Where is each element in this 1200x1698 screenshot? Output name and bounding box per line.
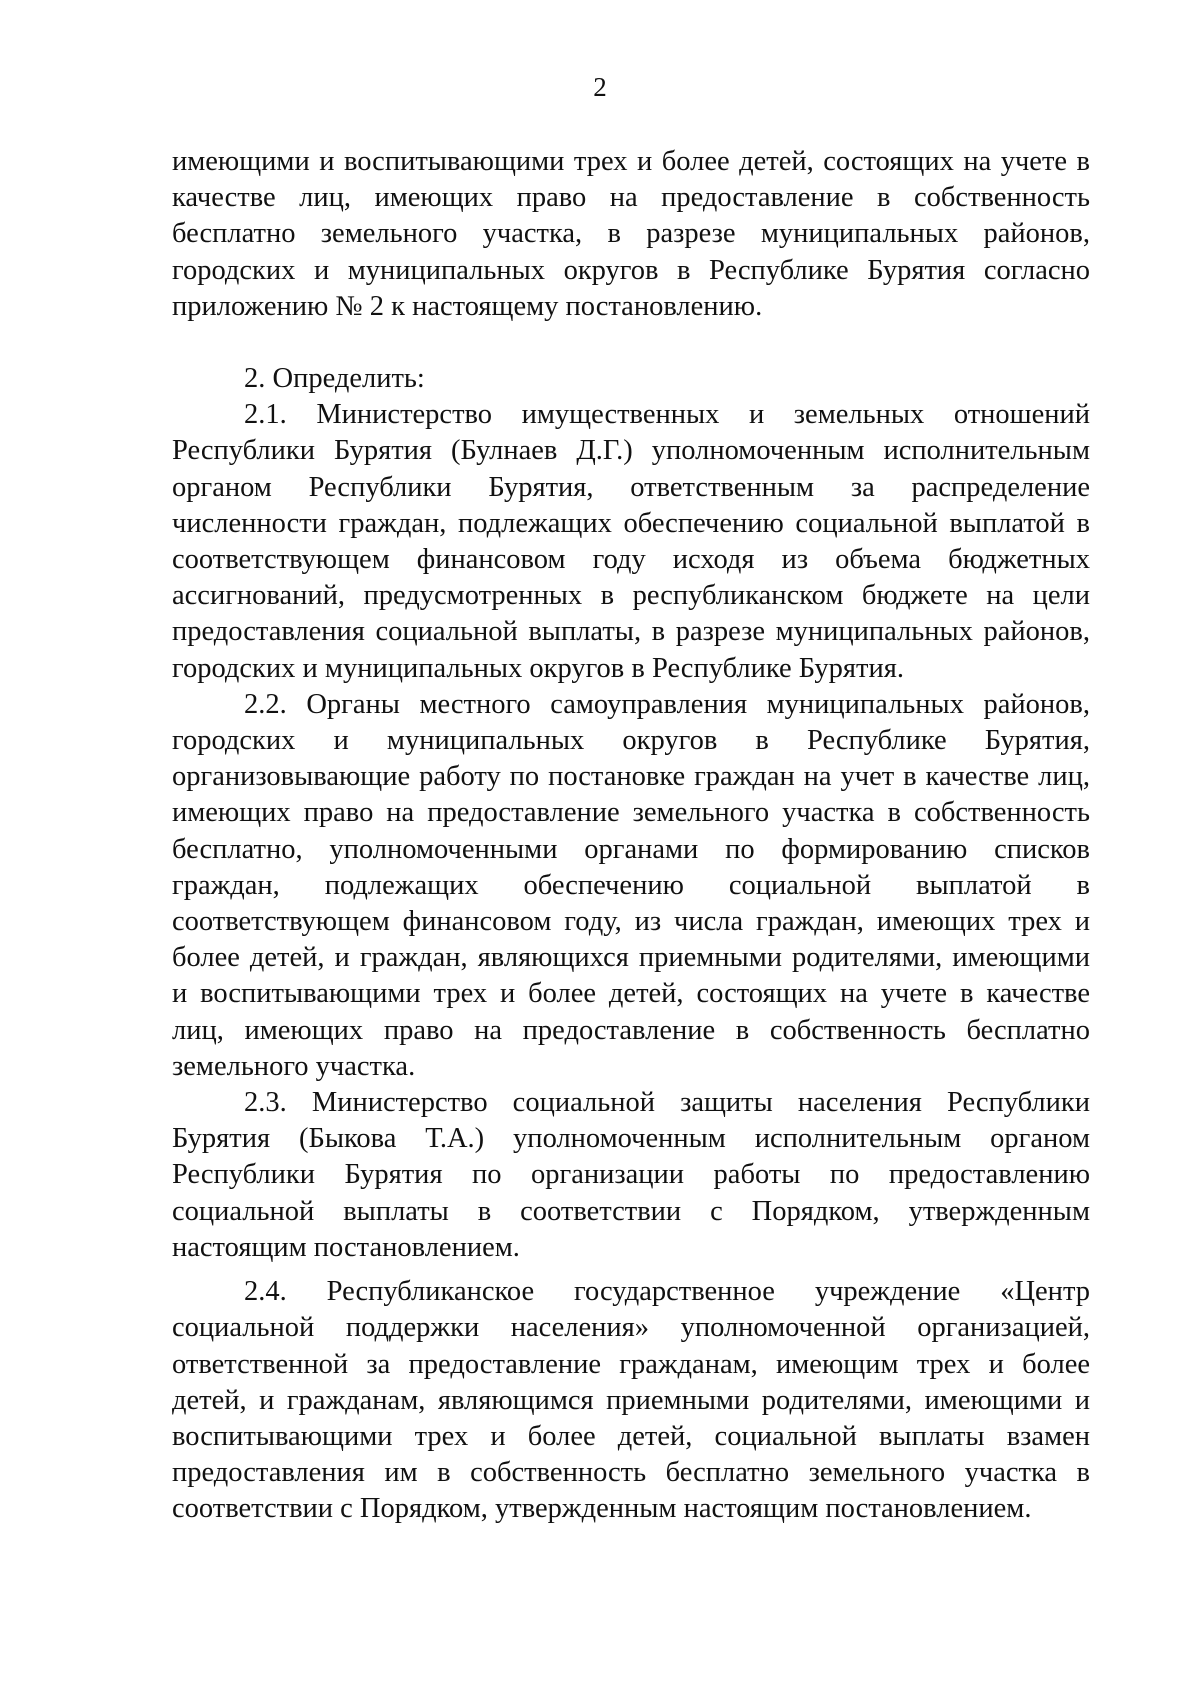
paragraph-2-2: 2.2. Органы местного самоуправления муниципальных районов, городских и муниципальных округов в Республике Бурятия, организовывающие работу по постановке граждан на учет в качестве лиц, имеющих право на предоставление земельного участка в собственность бесплатно, уполномоченными органами по формированию списков граждан, подлежащих обеспечению социальной выплатой в соответствующем финансовом году, из числа граждан, имеющих трех и более детей, и граждан, являющихся приемными родителями, имеющими и воспитывающими трех и более детей, состоящих на учете в качестве лиц, имеющих право на предоставление в собственность бесплатно земельного участка.	[172, 688, 1090, 1082]
paragraph-2-1: 2.1. Министерство имущественных и земельных отношений Республики Бурятия (Булнаев Д.Г.) уполномоченным исполнительным органом Республики Бурятия, ответственным за распределение численности граждан, подлежащих обеспечению социальной выплатой в соответствующем финансовом году исходя из объема бюджетных ассигнований, предусмотренных в республиканском бюджете на цели предоставления социальной выплаты, в разрезе муниципальных районов, городских и муниципальных округов в Республике Бурятия.	[172, 399, 1090, 684]
paragraph-2: 2. Определить:	[244, 363, 425, 395]
paragraph-2-4: 2.4. Республиканское государственное учреждение «Центр социальной поддержки населения» уполномоченной организацией, ответственной за предоставление гражданам, имеющим трех и более детей, и гражданам, являющимся приемными родителями, имеющими и воспитывающими трех и более детей, социальной выплаты взамен предоставления им в собственность бесплатно земельного участка в соответствии с Порядком, утвержденным настоящим постановлением.	[172, 1276, 1090, 1525]
paragraph-intro: имеющими и воспитывающими трех и более детей, состоящих на учете в качестве лиц, имеющих право на предоставление в собственность бесплатно земельного участка, в разрезе муниципальных районов, городских и муниципальных округов в Республике Бурятия согласно приложению № 2 к настоящему постановлению.	[172, 146, 1090, 322]
page-number: 2	[593, 72, 607, 102]
paragraph-2-3: 2.3. Министерство социальной защиты населения Республики Бурятия (Быкова Т.А.) уполномоченным исполнительным органом Республики Бурятия по организации работы по предоставлению социальной выплаты в соответствии с Порядком, утвержденным настоящим постановлением.	[172, 1087, 1090, 1263]
document-body	[172, 144, 1090, 1528]
